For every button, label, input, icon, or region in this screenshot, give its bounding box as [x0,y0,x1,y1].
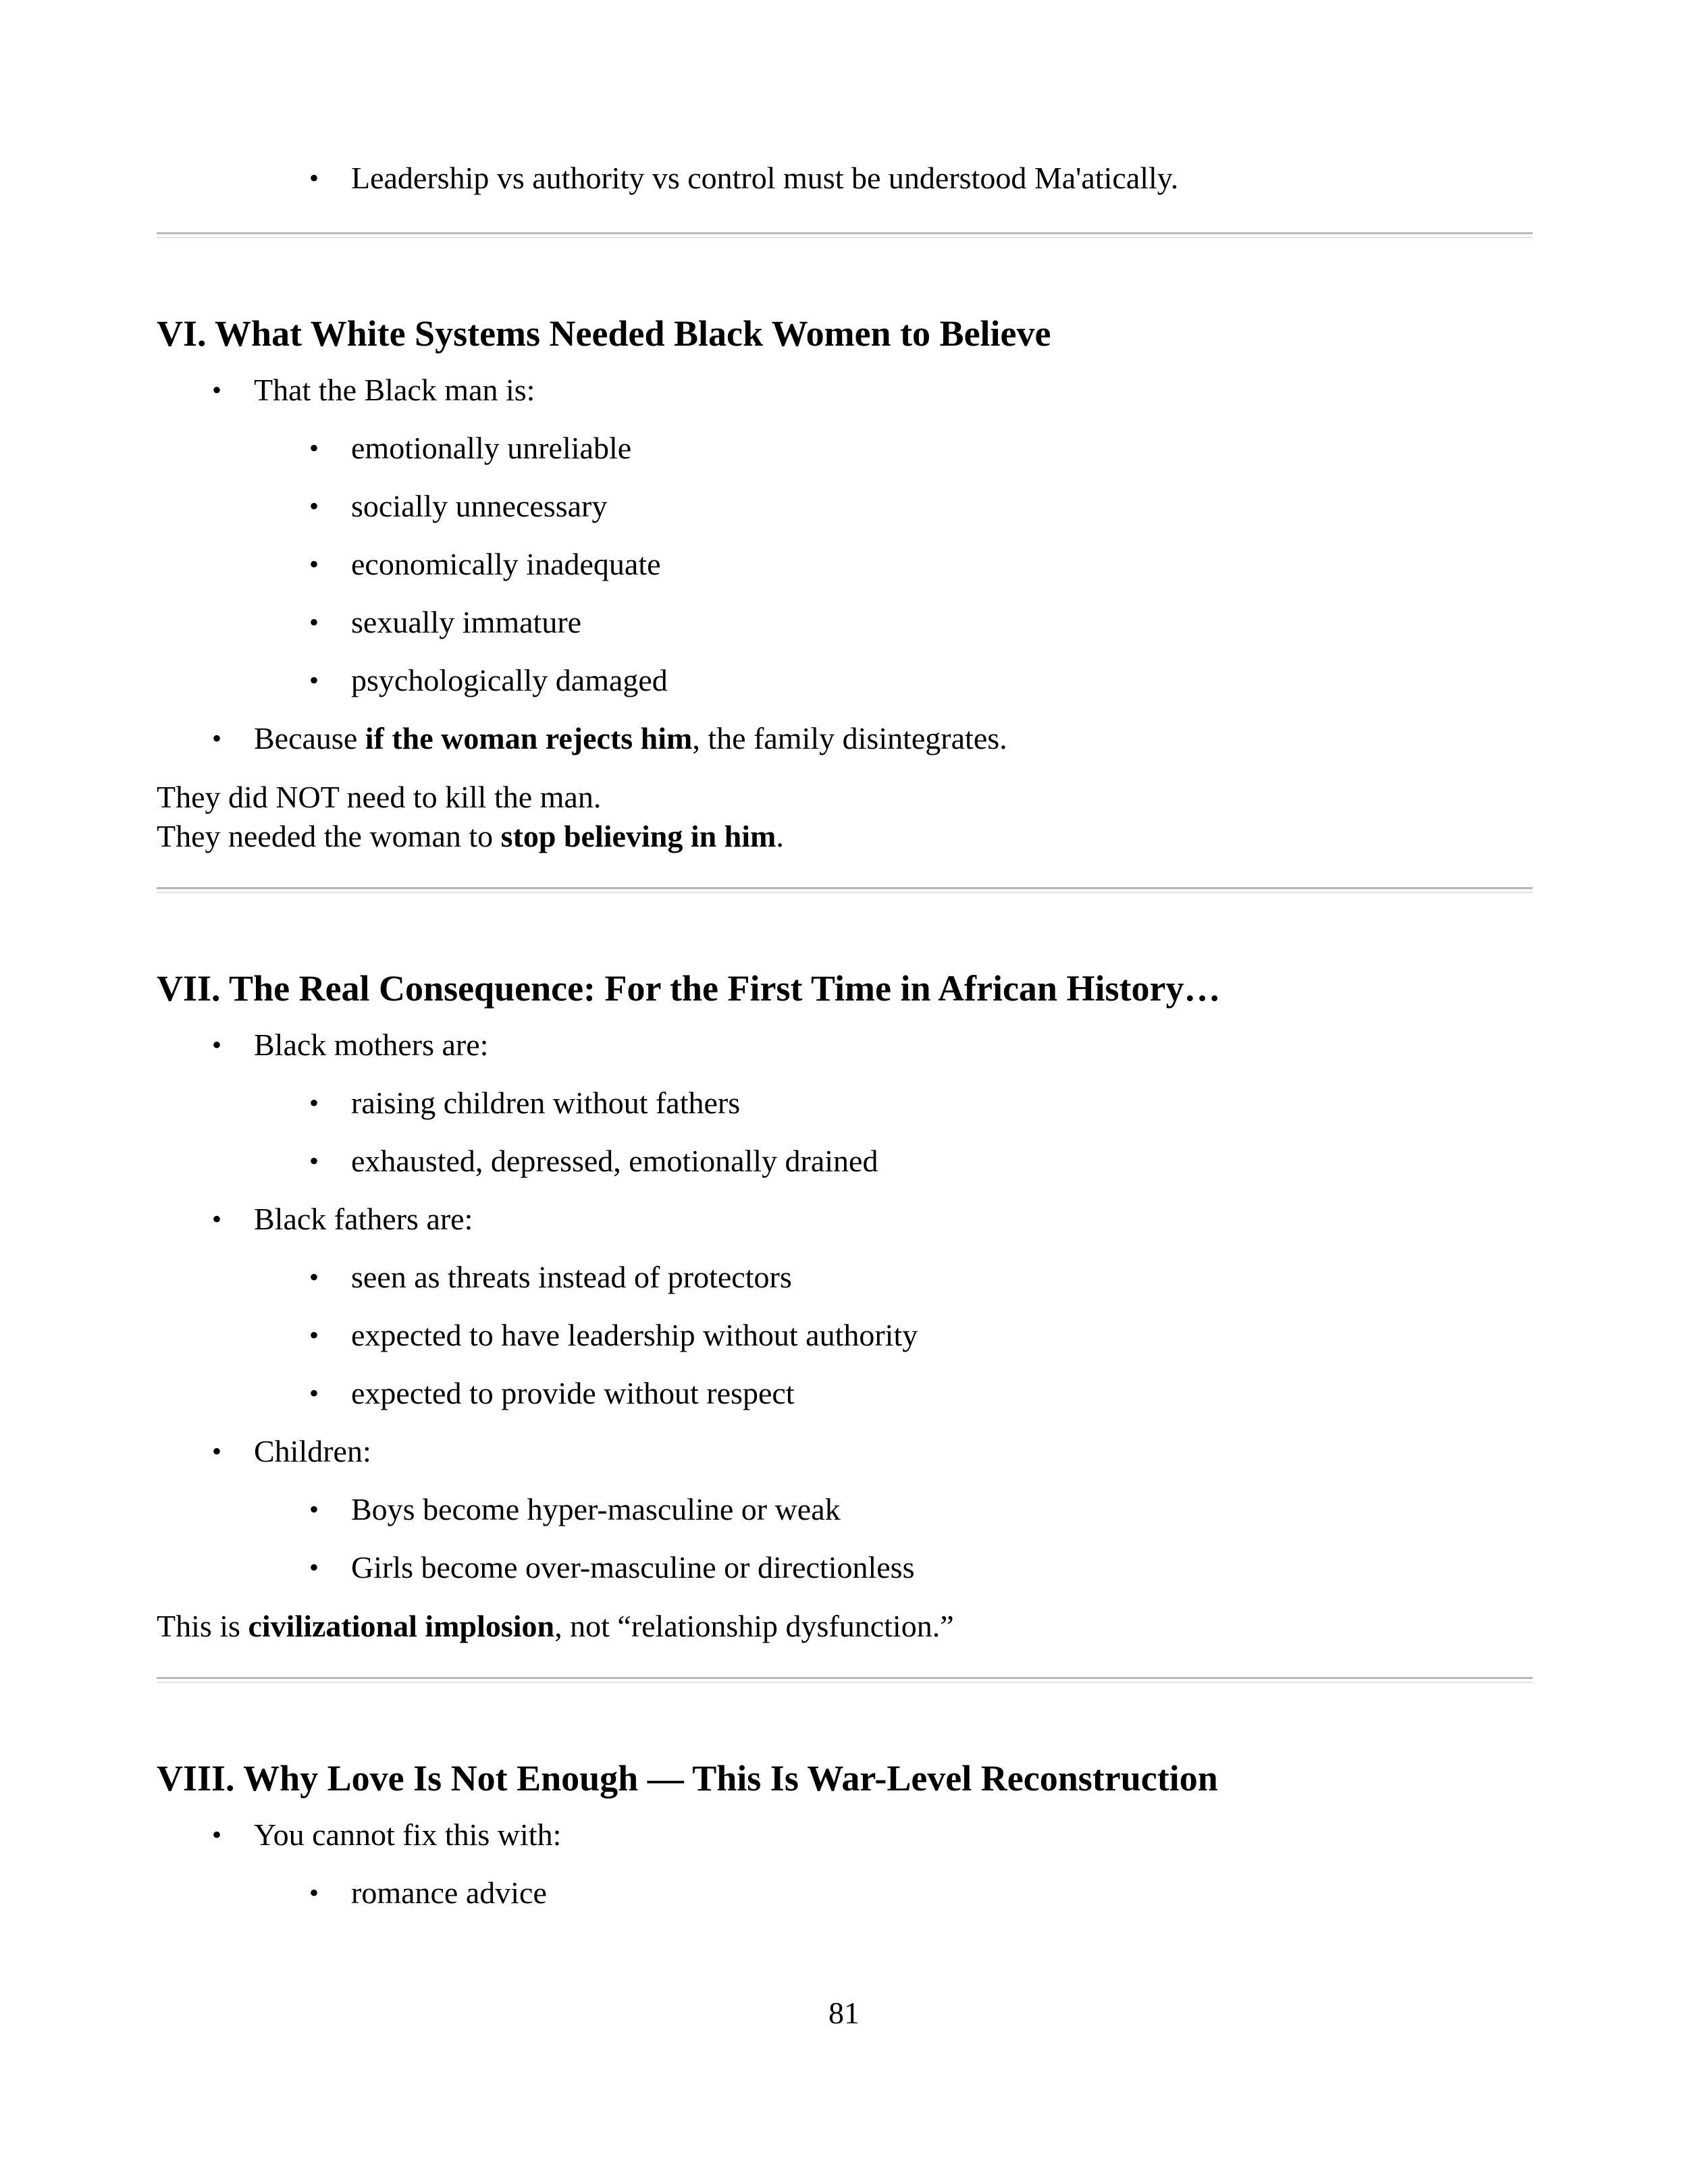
bullet-marker: • [309,549,319,579]
list-item: Girls become over-masculine or directionless [351,1550,915,1584]
bullet-marker: • [212,723,222,753]
bullet-marker: • [212,375,222,405]
list-item: socially unnecessary [351,489,608,523]
bullet-marker: • [309,433,319,463]
paragraph-line: They did NOT need to kill the man. [157,780,602,814]
list-item: emotionally unreliable [351,431,632,465]
bullet-marker: • [212,1204,222,1234]
list-item: expected to provide without respect [351,1376,795,1410]
text-run: . [776,819,784,853]
bullet-marker: • [309,1262,319,1292]
bullet-marker: • [212,1819,222,1850]
text-run: Because [254,721,365,755]
bullet-marker: • [309,1378,319,1408]
list-item [254,720,1007,757]
list-item: expected to have leadership without authority [351,1318,918,1352]
bullet-marker: • [212,1436,222,1466]
bullet-marker: • [309,1552,319,1582]
list-item: psychologically damaged [351,663,668,697]
section-divider [157,232,1533,238]
list-item: seen as threats instead of protectors [351,1260,792,1294]
bullet-marker: • [309,1494,319,1524]
text-run: This is [157,1609,248,1643]
text-run: , not “relationship dysfunction.” [554,1609,954,1643]
paragraph-line [157,1607,954,1646]
list-item: romance advice [351,1875,547,1910]
bold-text: stop believing in him [500,819,776,853]
bullet-marker: • [309,1877,319,1908]
section-heading-viii: VIII. Why Love Is Not Enough — This Is War-Level Reconstruction [157,1758,1218,1799]
list-item: Boys become hyper-masculine or weak [351,1492,841,1526]
bullet-marker: • [309,163,319,193]
list-item: sexually immature [351,605,582,639]
list-item: Black fathers are: [254,1202,473,1236]
list-item: Black mothers are: [254,1028,489,1062]
list-item: raising children without fathers [351,1086,741,1120]
list-item: economically inadequate [351,547,661,581]
bullet-marker: • [309,665,319,695]
bullet-marker: • [309,1146,319,1176]
bullet-marker: • [212,1030,222,1060]
bullet-marker: • [309,1320,319,1350]
bullet-marker: • [309,607,319,637]
list-item: Children: [254,1434,371,1468]
text-run: They needed the woman to [157,819,501,853]
list-item: Leadership vs authority vs control must be understood Ma'atically. [351,161,1179,195]
section-divider [157,1677,1533,1683]
section-divider [157,887,1533,893]
bold-text: civilizational implosion [248,1609,555,1643]
list-item: exhausted, depressed, emotionally drained [351,1144,878,1178]
text-run: , the family disintegrates. [692,721,1007,755]
list-item: You cannot fix this with: [254,1817,562,1852]
paragraph-line [157,817,784,856]
section-heading-vi: VI. What White Systems Needed Black Women to Believe [157,313,1051,354]
bullet-marker: • [309,1088,319,1118]
section-heading-vii: VII. The Real Consequence: For the First Time in African History… [157,968,1221,1009]
page-number: 81 [828,1996,860,2030]
bold-text: if the woman rejects him [365,721,693,755]
list-item: That the Black man is: [254,373,535,407]
bullet-marker: • [309,491,319,521]
